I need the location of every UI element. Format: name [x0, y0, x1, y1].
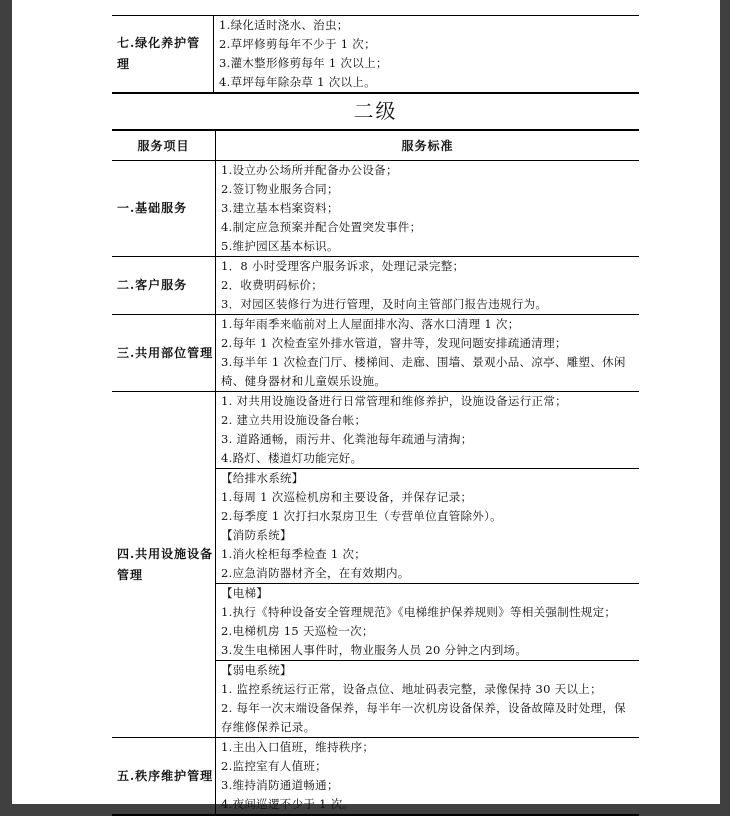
standard-line: 1.主出入口值班，维持秩序； — [221, 740, 375, 754]
level2-table — [112, 129, 639, 816]
table-row — [112, 161, 639, 257]
row-category: 五.秩序维护管理 — [112, 738, 216, 816]
standard-line: 3.发生电梯困人事件时，物业服务人员 20 分钟之内到场。 — [221, 643, 528, 657]
row-standard — [216, 392, 640, 738]
level2-section — [112, 129, 639, 816]
standard-line: 2．收费明码标价； — [221, 278, 324, 292]
row-category: 三.共用部位管理 — [112, 315, 216, 392]
standard-line: 1.绿化适时浇水、治虫； — [219, 18, 349, 32]
standard-line: 2.应急消防器材齐全，在有效期内。 — [221, 566, 410, 580]
row-standard — [216, 738, 640, 816]
greening-section — [112, 15, 639, 94]
header-service-item: 服务项目 — [112, 130, 216, 161]
standard-line: 3. 道路通畅，雨污井、化粪池每年疏通与清掏； — [221, 432, 473, 446]
standard-line: 1.设立办公场所并配备办公设备； — [221, 163, 398, 177]
standard-line: 【给排水系统】 — [221, 471, 304, 485]
standard-line: 2.每年 1 次检查室外排水管道，窨井等，发现问题安排疏通清理； — [221, 336, 567, 350]
standard-line: 2.签订物业服务合同； — [221, 182, 339, 196]
row-category: 四.共用设施设备管理 — [112, 392, 216, 738]
standard-line: 4.夜间巡逻不少于 1 次。 — [221, 797, 355, 811]
standard-line: 【电梯】 — [221, 586, 269, 600]
subgroup-weak-current — [216, 660, 639, 737]
subgroup-elevator — [216, 583, 639, 660]
greening-table — [112, 15, 639, 94]
row-standard — [216, 161, 640, 257]
standard-line: 【消防系统】 — [221, 528, 292, 542]
table-row — [112, 315, 639, 392]
standard-line: 2. 每年一次末端设备保养，每半年一次机房设备保养，设备故障及时处理，保 — [221, 701, 626, 715]
row-standard — [216, 257, 640, 315]
standard-line: 椅、健身器材和儿童娱乐设施。 — [221, 374, 387, 388]
standard-line: 【弱电系统】 — [221, 663, 292, 677]
standard-line: 1．8 小时受理客户服务诉求，处理记录完整； — [221, 259, 465, 273]
subgroup-water-fire — [216, 468, 639, 583]
standard-line: 3.建立基本档案资料； — [221, 201, 339, 215]
header-service-standard: 服务标准 — [216, 130, 640, 161]
row-category: 二.客户服务 — [112, 257, 216, 315]
table-header-row — [112, 130, 639, 161]
standard-line: 2.草坪修剪每年不少于 1 次； — [219, 37, 376, 51]
standard-line: 5.维护园区基本标识。 — [221, 239, 339, 253]
standard-line: 4.草坪每年除杂草 1 次以上。 — [219, 75, 376, 89]
standard-line: 1.执行《特种设备安全管理规范》《电梯维护保养规则》等相关强制性规定； — [221, 605, 617, 619]
standard-line: 4.制定应急预案并配合处置突发事件； — [221, 220, 422, 234]
standard-line: 1. 监控系统运行正常，设备点位、地址码表完整，录像保持 30 天以上； — [221, 682, 602, 696]
table-row — [112, 738, 639, 816]
standard-line: 1.每周 1 次巡检机房和主要设备，并保存记录； — [221, 490, 473, 504]
standard-line: 存维修保养记录。 — [221, 720, 316, 734]
standard-line: 3．对园区装修行为进行管理，及时向主管部门报告违规行为。 — [221, 297, 548, 311]
row-standard — [216, 315, 640, 392]
row-category: 七.绿化养护管理 — [117, 36, 201, 71]
row-category: 一.基础服务 — [117, 201, 188, 215]
standard-line: 4.路灯、楼道灯功能完好。 — [221, 451, 363, 465]
row-standard — [214, 16, 640, 94]
standard-line: 1.每年雨季来临前对上人屋面排水沟、落水口清理 1 次； — [221, 317, 520, 331]
standard-line: 3.维持消防通道畅通； — [221, 778, 339, 792]
standard-line: 1.消火栓柜每季检查 1 次； — [221, 547, 367, 561]
standard-line: 2.每季度 1 次打扫水泵房卫生（专营单位直管除外）。 — [221, 509, 502, 523]
level-title: 二级 — [353, 99, 398, 123]
standard-line: 3.每半年 1 次检查门厅、楼梯间、走廊、围墙、景观小品、凉亭、雕塑、休闲 — [221, 355, 626, 369]
standard-line: 3.灌木整形修剪每年 1 次以上； — [219, 56, 388, 70]
document-page — [12, 0, 720, 811]
table-row — [112, 392, 639, 738]
standard-line: 2. 建立共用设施设备台帐； — [221, 413, 367, 427]
subgroup-general — [216, 392, 639, 468]
standard-line: 2.电梯机房 15 天巡检一次； — [221, 624, 374, 638]
table-row — [112, 257, 639, 315]
standard-line: 1. 对共用设施设备进行日常管理和维修养护，设施设备运行正常； — [221, 394, 567, 408]
standard-line: 2.监控室有人值班； — [221, 759, 327, 773]
